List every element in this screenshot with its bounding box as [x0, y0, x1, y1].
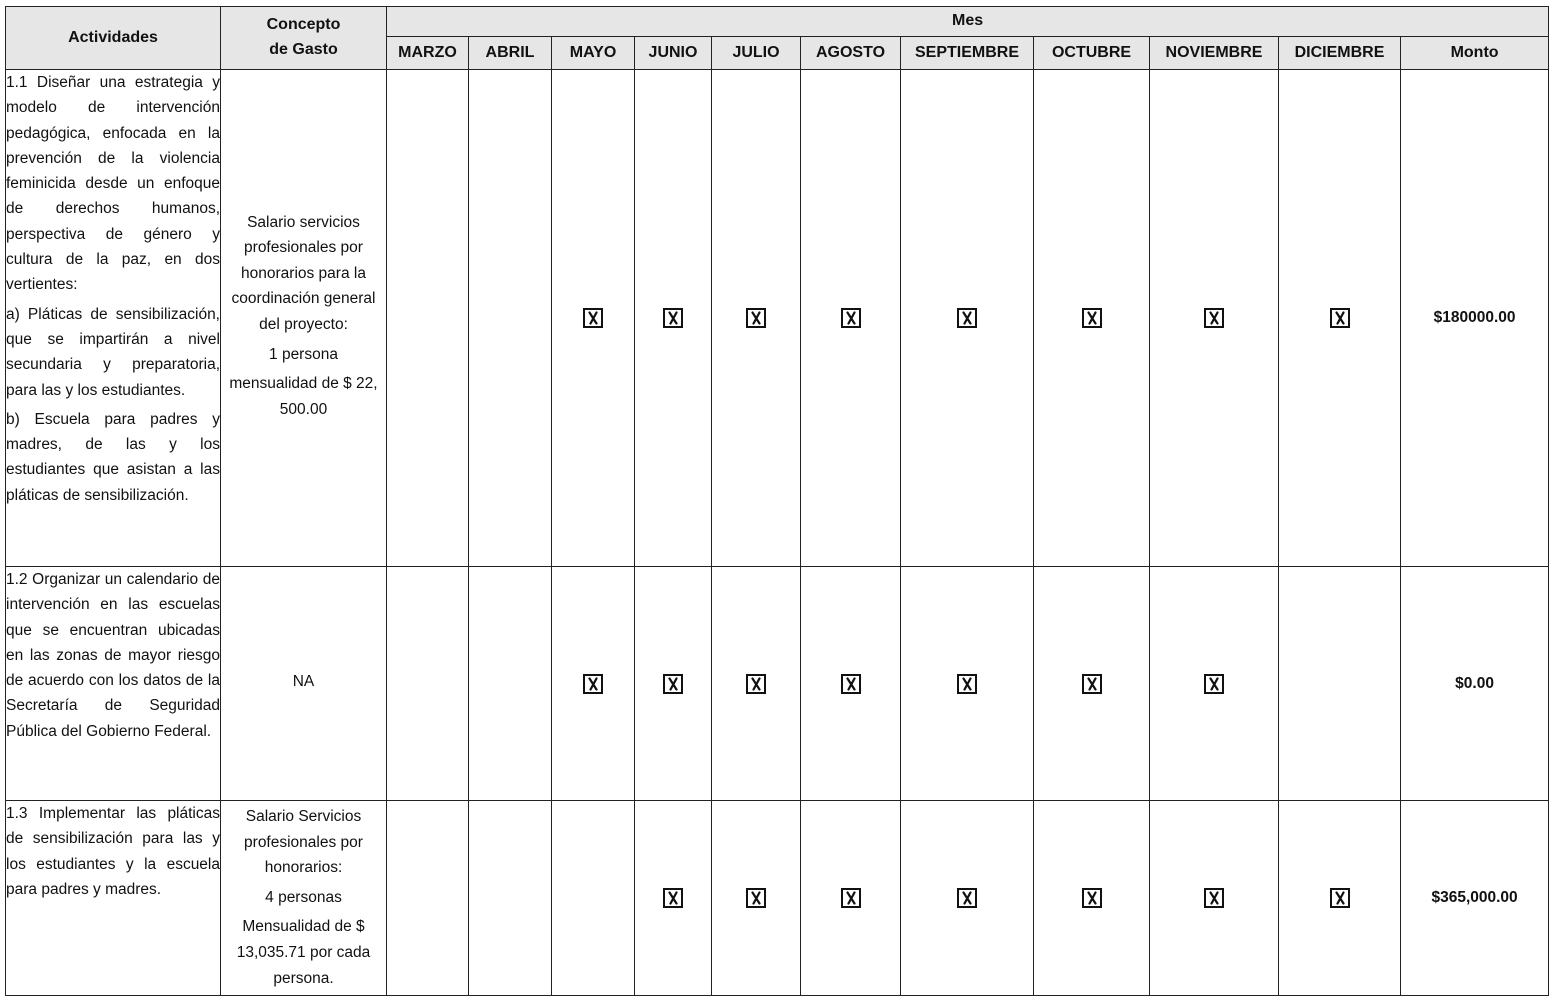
checked-box-icon [1082, 888, 1102, 908]
header-month-marzo: MARZO [387, 37, 469, 70]
month-cell-abril [469, 70, 552, 567]
checked-box-icon [663, 888, 683, 908]
month-cell-septiembre [901, 801, 1034, 996]
activity-text: b) Escuela para padres y madres, de las y los estudiantes que asistan a las pláticas de sensibilización. [6, 410, 220, 504]
header-concepto-de-gasto [221, 7, 387, 70]
activity-cell [6, 70, 221, 567]
checked-box-icon [1204, 308, 1224, 328]
header-month-julio: JULIO [712, 37, 801, 70]
checked-box-icon [746, 888, 766, 908]
checked-box-icon [663, 674, 683, 694]
concept-text: mensualidad de $ 22, 500.00 [229, 375, 378, 418]
month-cell-agosto [801, 801, 901, 996]
month-cell-marzo [387, 70, 469, 567]
month-cell-octubre [1034, 70, 1150, 567]
checked-box-icon [746, 308, 766, 328]
checked-box-icon [841, 308, 861, 328]
activity-cell [6, 567, 221, 801]
header-month-agosto: AGOSTO [801, 37, 901, 70]
table-row [6, 70, 1549, 567]
activity-text: 1.2 Organizar un calendario de intervención en las escuelas que se encuentran ubicadas en las zonas de mayor riesgo de acuerdo con los datos de la Secretaría de Seguridad Pública del Gobierno Federal. [6, 571, 220, 740]
checked-box-icon [957, 308, 977, 328]
concept-text: Salario Servicios profesionales por honorarios: [244, 808, 363, 877]
month-cell-abril [469, 567, 552, 801]
month-cell-agosto [801, 70, 901, 567]
activity-schedule-table [5, 6, 1549, 996]
concept-text: 4 personas [265, 888, 342, 906]
month-cell-junio [635, 70, 712, 567]
header-month-abril: ABRIL [469, 37, 552, 70]
checked-box-icon [957, 888, 977, 908]
month-cell-octubre [1034, 567, 1150, 801]
concept-text: 1 persona [269, 345, 338, 363]
month-cell-octubre [1034, 801, 1150, 996]
activity-cell [6, 801, 221, 996]
month-cell-noviembre [1150, 567, 1279, 801]
header-month-septiembre: SEPTIEMBRE [901, 37, 1034, 70]
checked-box-icon [1082, 308, 1102, 328]
header-concepto-line2: de Gasto [269, 41, 338, 58]
amount-cell: $365,000.00 [1401, 801, 1549, 996]
header-month-mayo: MAYO [552, 37, 635, 70]
concept-text: NA [292, 672, 315, 690]
checked-box-icon [1330, 308, 1350, 328]
header-concepto-line1: Concepto [266, 16, 341, 34]
month-cell-mayo [552, 70, 635, 567]
checked-box-icon [1330, 888, 1350, 908]
month-cell-abril [469, 801, 552, 996]
concept-cell [221, 567, 387, 801]
amount-cell: $0.00 [1401, 567, 1549, 801]
header-month-octubre: OCTUBRE [1034, 37, 1150, 70]
header-monto: Monto [1401, 37, 1549, 70]
checked-box-icon [957, 674, 977, 694]
table-row [6, 801, 1549, 996]
month-cell-noviembre [1150, 801, 1279, 996]
month-cell-julio [712, 567, 801, 801]
table-body [6, 70, 1549, 996]
checked-box-icon [583, 308, 603, 328]
concept-text: Mensualidad de $ 13,035.71 por cada persona. [236, 918, 371, 987]
month-cell-junio [635, 801, 712, 996]
checked-box-icon [746, 674, 766, 694]
month-cell-marzo [387, 567, 469, 801]
month-cell-julio [712, 801, 801, 996]
concept-cell [221, 801, 387, 996]
month-cell-noviembre [1150, 70, 1279, 567]
header-row-top [6, 7, 1549, 37]
concept-text: Salario servicios profesionales por honorarios para la coordinación general del proyecto: [231, 213, 376, 333]
checked-box-icon [1204, 888, 1224, 908]
month-cell-junio [635, 567, 712, 801]
month-cell-septiembre [901, 567, 1034, 801]
month-cell-diciembre [1279, 70, 1401, 567]
checked-box-icon [1204, 674, 1224, 694]
month-cell-mayo [552, 801, 635, 996]
amount-cell: $180000.00 [1401, 70, 1549, 567]
month-cell-mayo [552, 567, 635, 801]
checked-box-icon [841, 674, 861, 694]
concept-cell [221, 70, 387, 567]
header-month-noviembre: NOVIEMBRE [1150, 37, 1279, 70]
activity-text: 1.3 Implementar las pláticas de sensibilización para las y los estudiantes y la escuela para padres y madres. [6, 805, 220, 898]
activity-text: 1.1 Diseñar una estrategia y modelo de intervención pedagógica, enfocada en la prevención de la violencia feminicida desde un enfoque de derechos humanos, perspectiva de género y cultura de la paz, en dos vertientes: [6, 74, 220, 294]
checked-box-icon [663, 308, 683, 328]
month-cell-julio [712, 70, 801, 567]
header-mes: Mes [387, 7, 1549, 37]
header-month-junio: JUNIO [635, 37, 712, 70]
checked-box-icon [1082, 674, 1102, 694]
activity-text: a) Pláticas de sensibilización, que se impartirán a nivel secundaria y preparatoria, para las y los estudiantes. [6, 305, 220, 399]
header-month-diciembre: DICIEMBRE [1279, 37, 1401, 70]
month-cell-marzo [387, 801, 469, 996]
header-actividades: Actividades [6, 7, 221, 70]
month-cell-agosto [801, 567, 901, 801]
month-cell-diciembre [1279, 801, 1401, 996]
checked-box-icon [841, 888, 861, 908]
table-row [6, 567, 1549, 801]
checked-box-icon [583, 674, 603, 694]
month-cell-septiembre [901, 70, 1034, 567]
month-cell-diciembre [1279, 567, 1401, 801]
